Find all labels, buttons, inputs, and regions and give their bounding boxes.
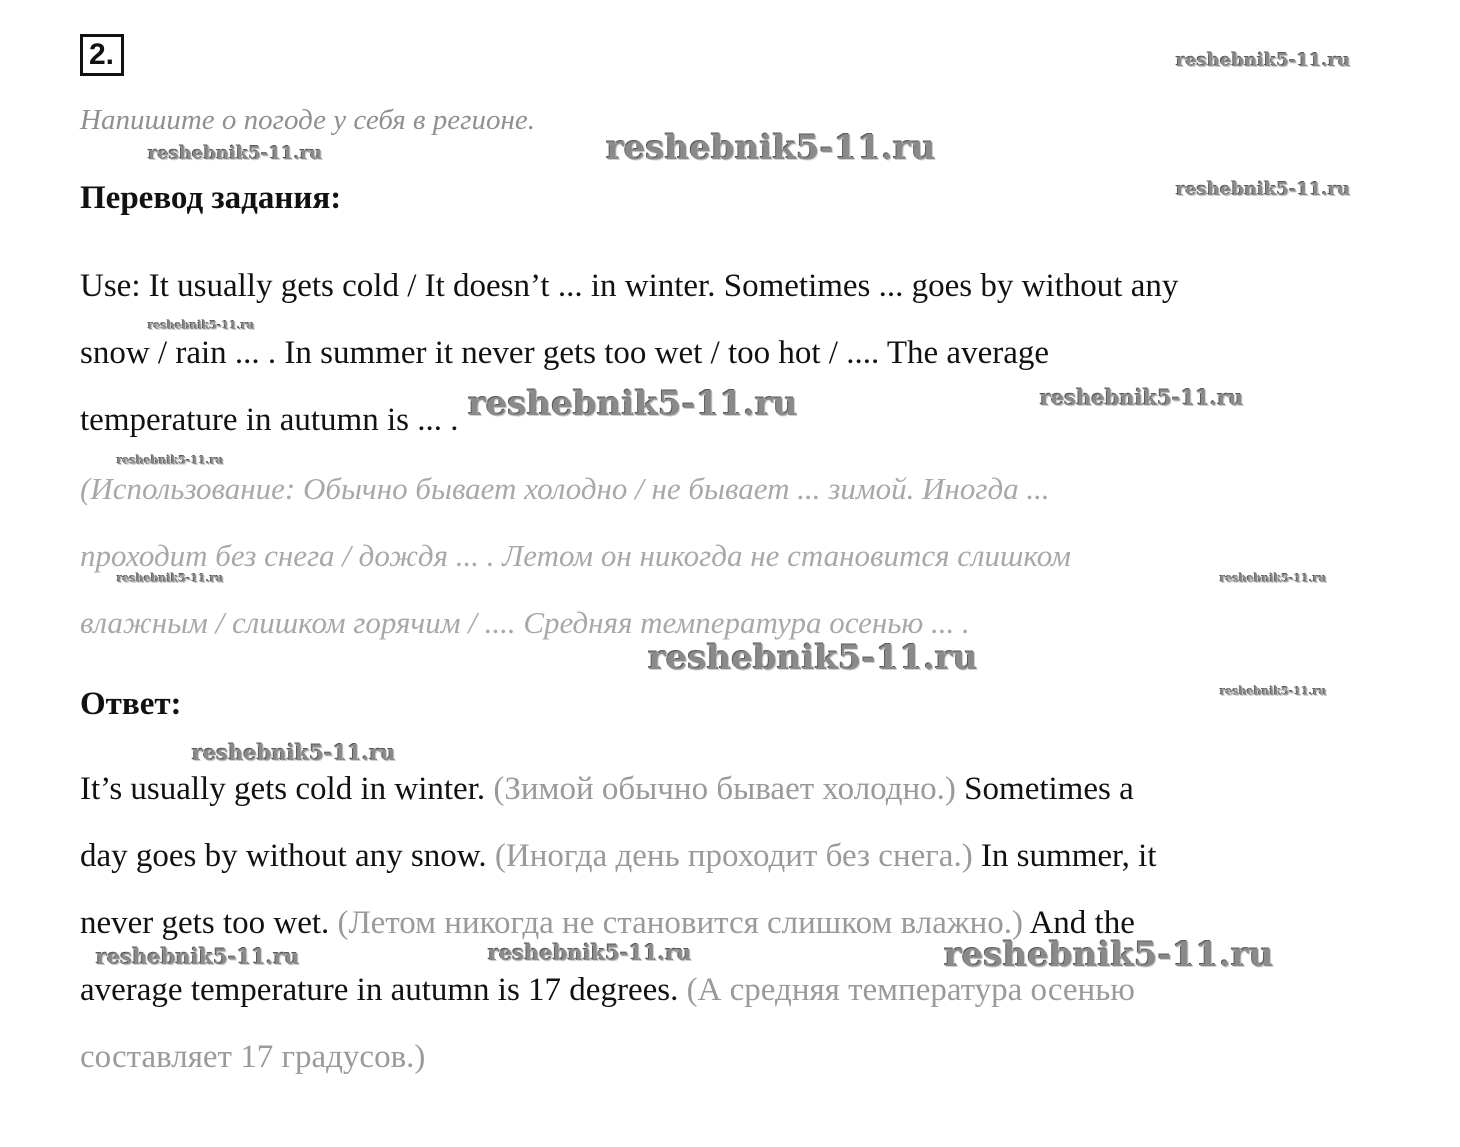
watermark: reshebnik5-11.ru — [648, 638, 978, 678]
watermark: reshebnik5-11.ru — [117, 572, 224, 585]
task-text: Напишите о погоде у себя в регионе. — [80, 104, 535, 136]
answer-heading: Ответ: — [80, 686, 182, 722]
answer-text: never gets too wet. — [80, 905, 330, 941]
watermark: reshebnik5-11.ru — [117, 454, 224, 467]
use-line: Use: It usually gets cold / It doesn’t ... in winter. Sometimes ... goes by without any — [80, 268, 1179, 304]
watermark: reshebnik5-11.ru — [1220, 572, 1327, 585]
watermark: reshebnik5-11.ru — [96, 944, 300, 969]
answer-text: It’s usually gets cold in winter. — [80, 771, 486, 807]
answer-line — [80, 890, 1400, 957]
watermark: reshebnik5-11.ru — [1176, 50, 1351, 71]
use-line: snow / rain ... . In summer it never gets too wet / too hot / .... The average — [80, 335, 1050, 371]
answer-line — [80, 1024, 1400, 1091]
answer-line — [80, 957, 1400, 1024]
use-translation-line: (Использование: Обычно бывает холодно / не бывает ... зимой. Иногда ... — [80, 471, 1050, 506]
watermark: reshebnik5-11.ru — [148, 143, 323, 164]
answer-text: And the — [1023, 905, 1135, 941]
use-translation-line: влажным / слишком горячим / .... Средняя температура осенью ... . — [80, 605, 970, 640]
answer-text: In summer, it — [972, 838, 1157, 874]
watermark: reshebnik5-11.ru — [468, 384, 798, 424]
answer-translation: (А средняя температура осенью — [678, 972, 1135, 1008]
watermark: reshebnik5-11.ru — [1220, 685, 1327, 698]
use-translation-paragraph — [80, 455, 1400, 656]
answer-text: average temperature in autumn is 17 degrees. — [80, 972, 679, 1008]
answer-translation: составляет 17 градусов.) — [80, 1039, 426, 1075]
watermark: reshebnik5-11.ru — [1176, 179, 1351, 200]
answer-text: Sometimes a — [955, 771, 1134, 807]
watermark: reshebnik5-11.ru — [148, 319, 255, 332]
use-paragraph — [80, 253, 1400, 454]
watermark: reshebnik5-11.ru — [1040, 385, 1244, 410]
translation-heading: Перевод задания: — [80, 180, 342, 216]
watermark: reshebnik5-11.ru — [944, 935, 1274, 975]
answer-line — [80, 756, 1400, 823]
watermark: reshebnik5-11.ru — [192, 740, 396, 765]
answer-translation: (Иногда день проходит без снега.) — [486, 838, 973, 874]
exercise-number: 2. — [80, 34, 124, 76]
answer-paragraph — [80, 756, 1400, 1091]
answer-line — [80, 823, 1400, 890]
answer-translation: (Летом никогда не становится слишком влажно.) — [329, 905, 1024, 941]
answer-translation: (Зимой обычно бывает холодно.) — [485, 771, 956, 807]
answer-text: day goes by without any snow. — [80, 838, 487, 874]
use-translation-line: проходит без снега / дождя ... . Летом он никогда не становится слишком — [80, 538, 1071, 573]
watermark: reshebnik5-11.ru — [488, 940, 692, 965]
use-line: temperature in autumn is ... . — [80, 402, 459, 438]
watermark: reshebnik5-11.ru — [606, 128, 936, 168]
